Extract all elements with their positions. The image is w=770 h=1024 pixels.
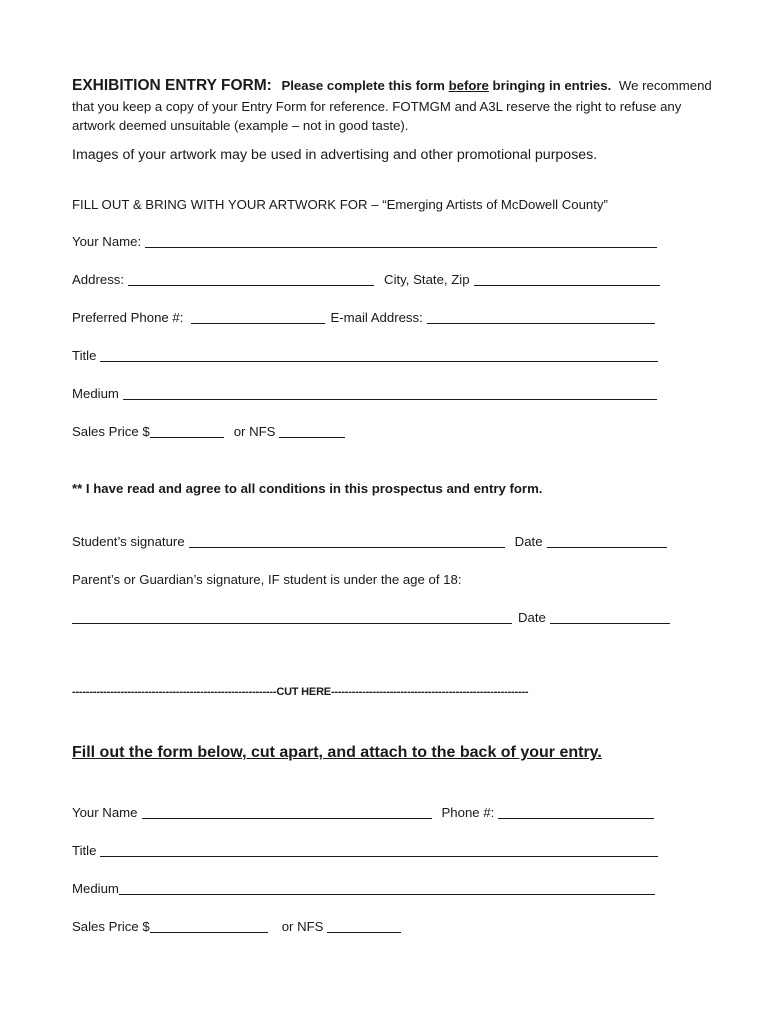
city-state-zip-label: City, State, Zip: [384, 272, 470, 287]
your-name-label: Your Name:: [72, 234, 142, 249]
agreement-statement: ** I have read and agree to all conditions in this prospectus and entry form.: [72, 481, 543, 496]
your-name-row: [72, 234, 657, 250]
or-nfs-label: or NFS: [233, 424, 276, 439]
tag-phone-field[interactable]: [498, 805, 654, 819]
guardian-date-field[interactable]: [550, 610, 670, 624]
tag-medium-label: Medium: [72, 881, 119, 896]
student-signature-label: Student’s signature: [72, 534, 185, 549]
contact-row: [72, 310, 655, 326]
city-state-zip-field[interactable]: [474, 272, 660, 286]
instruction-emphasis: before: [448, 78, 489, 93]
sales-price-row: [72, 424, 345, 440]
tag-section-heading: Fill out the form below, cut apart, and attach to the back of your entry.: [72, 744, 602, 761]
tag-title-field[interactable]: [100, 843, 658, 857]
student-date-field[interactable]: [547, 534, 667, 548]
tag-or-nfs-label: or NFS: [281, 919, 324, 934]
guardian-date-label: Date: [518, 610, 546, 625]
medium-field[interactable]: [123, 386, 657, 400]
student-date-label: Date: [514, 534, 543, 549]
email-label: E-mail Address:: [330, 310, 423, 325]
your-name-field[interactable]: [145, 234, 657, 248]
guardian-signature-row: [72, 610, 670, 626]
sales-price-field[interactable]: [150, 424, 224, 438]
title-field[interactable]: [100, 348, 658, 362]
form-header-line: [72, 78, 712, 94]
tag-your-name-field[interactable]: [142, 805, 432, 819]
title-label: Title: [72, 348, 97, 363]
tag-title-label: Title: [72, 843, 97, 858]
guardian-signature-label: Parent’s or Guardian’s signature, IF student is under the age of 18:: [72, 572, 462, 587]
medium-row: [72, 386, 657, 402]
recommend-text: We recommend: [618, 78, 712, 93]
student-signature-row: [72, 534, 667, 550]
tag-medium-row: [72, 881, 655, 897]
tag-phone-label: Phone #:: [441, 805, 495, 820]
guardian-signature-field[interactable]: [72, 610, 512, 624]
tag-sales-price-label: Sales Price $: [72, 919, 150, 934]
tag-sales-price-row: [72, 919, 401, 935]
tag-title-row: [72, 843, 658, 859]
header-line-3: artwork deemed unsuitable (example – not in good taste).: [72, 118, 409, 133]
fill-out-instruction: FILL OUT & BRING WITH YOUR ARTWORK FOR – “Emerging Artists of McDowell County”: [72, 197, 608, 212]
address-label: Address:: [72, 272, 125, 287]
student-signature-field[interactable]: [189, 534, 505, 548]
medium-label: Medium: [72, 386, 119, 401]
instruction-pre: Please complete this form: [281, 78, 449, 93]
cut-here-line: -----------------------------------------------------------CUT HERE---------------------------------------------------------: [72, 686, 529, 698]
instruction-post: bringing in entries.: [488, 78, 612, 93]
nfs-field[interactable]: [279, 424, 345, 438]
tag-nfs-field[interactable]: [327, 919, 401, 933]
images-notice: Images of your artwork may be used in advertising and other promotional purposes.: [72, 147, 598, 163]
tag-name-row: [72, 805, 654, 821]
phone-label: Preferred Phone #:: [72, 310, 184, 325]
tag-your-name-label: Your Name: [72, 805, 138, 820]
phone-field[interactable]: [191, 310, 325, 324]
title-row: [72, 348, 658, 364]
address-field[interactable]: [128, 272, 374, 286]
tag-sales-price-field[interactable]: [150, 919, 268, 933]
form-title: EXHIBITION ENTRY FORM:: [72, 77, 272, 94]
sales-price-label: Sales Price $: [72, 424, 150, 439]
email-field[interactable]: [427, 310, 655, 324]
tag-medium-field[interactable]: [119, 881, 655, 895]
address-row: [72, 272, 660, 288]
header-line-2: that you keep a copy of your Entry Form for reference. FOTMGM and A3L reserve the right to refuse any: [72, 99, 682, 114]
